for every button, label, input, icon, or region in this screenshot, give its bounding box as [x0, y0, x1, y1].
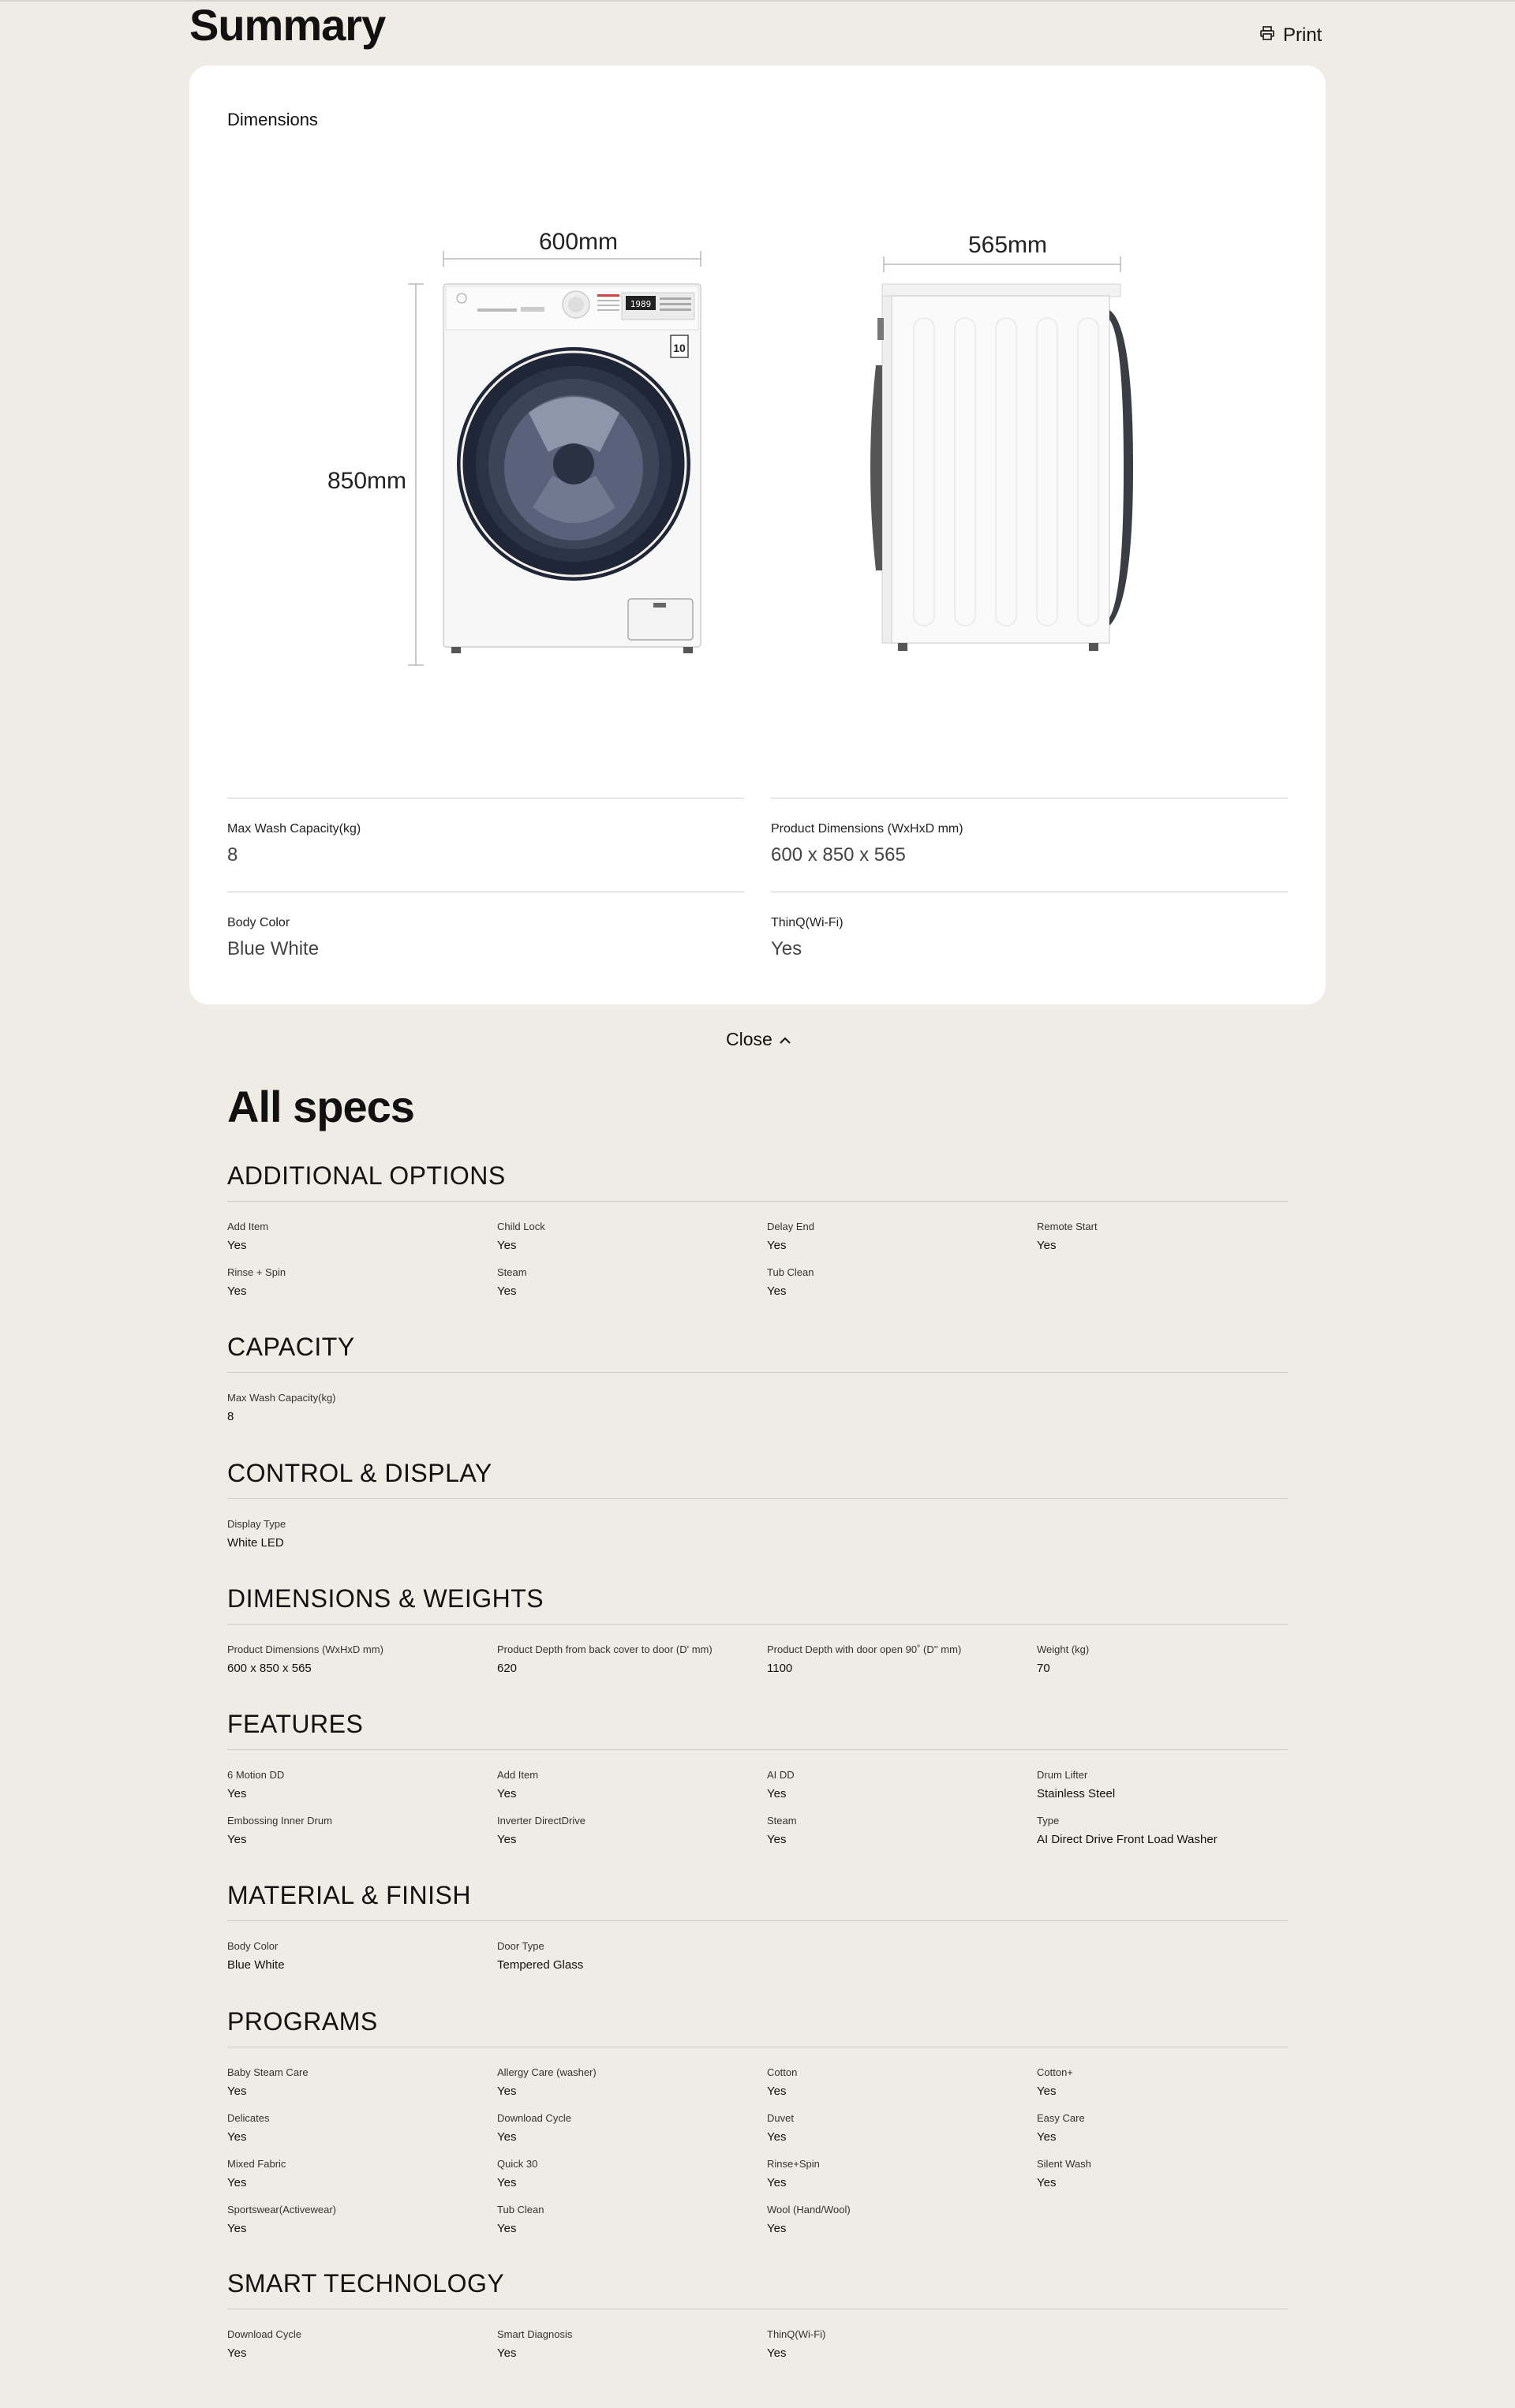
spec-item-value: Yes: [227, 1239, 247, 1252]
spec-item-value: Yes: [497, 2176, 517, 2189]
spec-item-label: Product Depth with door open 90˚ (D'' mm): [767, 1643, 962, 1655]
spec-item-label: Add Item: [227, 1221, 269, 1232]
spec-item: [1037, 2156, 1288, 2193]
divider: [227, 1498, 1288, 1499]
spec-item-label: Add Item: [497, 1769, 539, 1781]
spec-item: [497, 1813, 767, 1849]
spec-grid: [227, 1767, 1288, 1849]
spec-item: [227, 2156, 497, 2193]
divider: [227, 1624, 1288, 1625]
spec-section-title: SMART TECHNOLOGY: [227, 2269, 505, 2298]
spec-item-label: Embossing Inner Drum: [227, 1815, 332, 1827]
spec-grid: [227, 2065, 1288, 2238]
spec-item-label: Rinse+Spin: [767, 2158, 820, 2170]
spec-item-label: Weight (kg): [1037, 1643, 1090, 1655]
spec-item-value: Yes: [767, 2346, 787, 2360]
spec-item-value: Yes: [497, 2130, 517, 2144]
spec-item: [227, 1813, 497, 1849]
spec-item: [767, 2327, 1037, 2363]
spec-item-label: Sportswear(Activewear): [227, 2204, 336, 2215]
spec-item-label: Cotton: [767, 2066, 798, 2078]
spec-item-label: Quick 30: [497, 2158, 538, 2170]
key-spec-label: Product Dimensions (WxHxD mm): [771, 822, 963, 836]
spec-item-label: Display Type: [227, 1518, 286, 1530]
spec-item-label: Cotton+: [1037, 2066, 1073, 2078]
spec-item-value: 8: [227, 1410, 234, 1423]
spec-item: [1037, 2065, 1288, 2101]
spec-item-label: Tub Clean: [767, 1266, 814, 1278]
key-spec-dimensions: [771, 798, 1288, 866]
spec-item-value: Yes: [767, 2176, 787, 2189]
spec-section-title: PROGRAMS: [227, 2007, 378, 2036]
spec-section: [227, 1331, 1288, 1426]
key-spec-value: Blue White: [227, 938, 320, 959]
key-spec-label: Body Color: [227, 916, 290, 929]
spec-item-label: Tub Clean: [497, 2204, 544, 2215]
divider: [227, 1749, 1288, 1750]
spec-item: [497, 1219, 767, 1255]
spec-item-value: Yes: [1037, 1239, 1057, 1252]
spec-item-value: 70: [1037, 1662, 1050, 1675]
spec-item: [767, 2156, 1037, 2193]
spec-item: [497, 1265, 767, 1301]
width-dimension-label: 600mm: [538, 229, 619, 255]
key-spec-value: 8: [227, 844, 238, 866]
page-title: Summary: [189, 0, 386, 50]
spec-item-label: Steam: [497, 1266, 527, 1278]
spec-item: [497, 2202, 767, 2238]
spec-section: [227, 1457, 1288, 1553]
divider: [227, 1372, 1288, 1373]
spec-item: [767, 2111, 1037, 2147]
spec-item: [767, 1265, 1037, 1301]
spec-item-label: AI DD: [767, 1769, 795, 1781]
spec-item-label: Easy Care: [1037, 2112, 1085, 2124]
spec-item-value: 1100: [767, 1662, 793, 1675]
spec-item: [227, 1642, 497, 1678]
spec-item: [497, 2111, 767, 2147]
spec-item: [767, 1642, 1037, 1678]
spec-section: [227, 2268, 1288, 2363]
spec-item-value: Yes: [1037, 2130, 1057, 2144]
spec-item-value: Yes: [227, 2130, 247, 2144]
spec-item-label: Mixed Fabric: [227, 2158, 286, 2170]
spec-item: [227, 1265, 497, 1301]
spec-item-value: 620: [497, 1662, 518, 1675]
spec-item: [497, 2065, 767, 2101]
spec-item-value: Yes: [497, 2085, 517, 2098]
spec-section-title: DIMENSIONS & WEIGHTS: [227, 1584, 544, 1613]
spec-item-label: Download Cycle: [227, 2328, 301, 2340]
dimensions-label: Dimensions: [227, 110, 318, 129]
depth-dimension-label: 565mm: [967, 232, 1048, 258]
spec-item-value: Tempered Glass: [497, 1958, 584, 1972]
printer-icon: [1259, 24, 1275, 47]
spec-item-label: Max Wash Capacity(kg): [227, 1392, 336, 1404]
spec-item: [1037, 2111, 1288, 2147]
spec-item: [497, 1642, 767, 1678]
spec-item-label: Remote Start: [1037, 1221, 1098, 1232]
spec-item-value: Stainless Steel: [1037, 1787, 1116, 1800]
print-button[interactable]: [1259, 22, 1322, 49]
spec-item: [497, 1767, 767, 1804]
spec-item: [1037, 1813, 1288, 1849]
spec-item-value: Yes: [227, 1284, 247, 1298]
washer-display-text: 1989: [630, 299, 652, 309]
spec-item-value: Yes: [767, 1239, 787, 1252]
spec-item: [767, 2202, 1037, 2238]
spec-item: [497, 2327, 767, 2363]
spec-item-label: Body Color: [227, 1940, 279, 1952]
spec-item: [227, 1516, 497, 1553]
spec-grid: [227, 1390, 1288, 1426]
spec-item: [1037, 1642, 1288, 1678]
spec-item: [227, 1390, 497, 1426]
spec-grid: [227, 1219, 1288, 1301]
close-label: Close: [726, 1028, 772, 1049]
spec-section: [227, 1708, 1288, 1849]
spec-item-value: White LED: [227, 1536, 284, 1550]
spec-item-value: 600 x 850 x 565: [227, 1662, 312, 1675]
spec-item: [227, 2065, 497, 2101]
spec-item-value: Yes: [767, 2085, 787, 2098]
spec-item: [1037, 1219, 1288, 1255]
spec-grid: [227, 1939, 1288, 1975]
key-spec-value: 600 x 850 x 565: [771, 844, 906, 866]
spec-item-label: Delay End: [767, 1221, 814, 1232]
spec-item-value: Yes: [497, 1787, 517, 1800]
key-spec-label: ThinQ(Wi-Fi): [771, 916, 844, 929]
spec-section: [227, 2006, 1288, 2238]
summary-card: [189, 65, 1326, 1004]
chevron-up-icon: [779, 1029, 791, 1050]
spec-item-label: ThinQ(Wi-Fi): [767, 2328, 826, 2340]
print-label: Print: [1283, 24, 1322, 46]
spec-item-value: Yes: [497, 2222, 517, 2235]
spec-item-value: Yes: [1037, 2085, 1057, 2098]
spec-item-label: Steam: [767, 1815, 797, 1827]
spec-item-label: 6 Motion DD: [227, 1769, 285, 1781]
spec-item-value: Yes: [767, 1787, 787, 1800]
spec-item-label: Delicates: [227, 2112, 270, 2124]
key-spec-label: Max Wash Capacity(kg): [227, 822, 361, 836]
key-spec-value: Yes: [771, 938, 802, 959]
all-specs-title: All specs: [227, 1082, 414, 1131]
spec-item-value: Yes: [497, 1833, 517, 1846]
spec-item-value: Yes: [227, 2085, 247, 2098]
spec-item-value: Yes: [227, 2176, 247, 2189]
spec-item-label: Smart Diagnosis: [497, 2328, 573, 2340]
spec-section-title: MATERIAL & FINISH: [227, 1881, 471, 1909]
spec-item: [1037, 1767, 1288, 1804]
spec-item-label: Product Depth from back cover to door (D' mm): [497, 1643, 713, 1655]
divider: [227, 1201, 1288, 1202]
spec-item-label: Baby Steam Care: [227, 2066, 309, 2078]
height-dimension-label: 850mm: [327, 468, 407, 494]
spec-item-value: Yes: [497, 1239, 517, 1252]
key-spec-body-color: [227, 892, 744, 960]
spec-item: [497, 2156, 767, 2193]
spec-item-value: Yes: [767, 1833, 787, 1846]
spec-item-value: AI Direct Drive Front Load Washer: [1037, 1833, 1218, 1846]
spec-item-value: Yes: [767, 2130, 787, 2144]
svg-text:10: 10: [673, 342, 686, 354]
spec-item-label: Allergy Care (washer): [497, 2066, 597, 2078]
dimensions-illustration: [189, 223, 1326, 760]
spec-item: [767, 1767, 1037, 1804]
spec-item: [227, 2202, 497, 2238]
spec-item-value: Yes: [497, 1284, 517, 1298]
front-view-washer: [327, 229, 701, 665]
divider: [227, 1920, 1288, 1921]
spec-grid: [227, 1642, 1288, 1678]
spec-item: [227, 1219, 497, 1255]
spec-item-value: Yes: [1037, 2176, 1057, 2189]
spec-item-value: Yes: [227, 2222, 247, 2235]
spec-item-label: Duvet: [767, 2112, 794, 2124]
spec-section: [227, 1583, 1288, 1678]
spec-section: [227, 1160, 1288, 1301]
spec-item-label: Door Type: [497, 1940, 544, 1952]
spec-item: [497, 1939, 767, 1975]
spec-item: [767, 1219, 1037, 1255]
spec-item-label: Type: [1037, 1815, 1060, 1827]
spec-item: [227, 1939, 497, 1975]
spec-item-value: Yes: [497, 2346, 517, 2360]
spec-grid: [227, 1516, 1288, 1553]
key-spec-thinq: [771, 892, 1288, 960]
spec-section: [227, 1879, 1288, 1975]
spec-section-title: FEATURES: [227, 1710, 364, 1738]
spec-item: [227, 1767, 497, 1804]
spec-item: [767, 1813, 1037, 1849]
spec-item: [227, 2327, 497, 2363]
spec-item-label: Child Lock: [497, 1221, 545, 1232]
spec-item-label: Inverter DirectDrive: [497, 1815, 585, 1827]
spec-item-label: Wool (Hand/Wool): [767, 2204, 851, 2215]
spec-section-title: CAPACITY: [227, 1333, 355, 1361]
spec-item: [227, 2111, 497, 2147]
spec-item: [767, 2065, 1037, 2101]
spec-item-label: Silent Wash: [1037, 2158, 1091, 2170]
spec-item-value: Yes: [227, 1787, 247, 1800]
key-spec-capacity: [227, 798, 744, 866]
spec-item-value: Yes: [227, 1833, 247, 1846]
spec-item-label: Product Dimensions (WxHxD mm): [227, 1643, 383, 1655]
spec-item-value: Yes: [767, 2222, 787, 2235]
close-button[interactable]: [726, 1026, 791, 1053]
side-view-washer: [870, 232, 1133, 651]
spec-item-label: Rinse + Spin: [227, 1266, 286, 1278]
spec-section-title: CONTROL & DISPLAY: [227, 1459, 492, 1487]
spec-item-value: Yes: [227, 2346, 247, 2360]
spec-section-title: ADDITIONAL OPTIONS: [227, 1161, 506, 1190]
spec-item-label: Download Cycle: [497, 2112, 571, 2124]
spec-item-label: Drum Lifter: [1037, 1769, 1088, 1781]
spec-item-value: Yes: [767, 1284, 787, 1298]
spec-item-value: Blue White: [227, 1958, 285, 1972]
spec-grid: [227, 2327, 1288, 2363]
